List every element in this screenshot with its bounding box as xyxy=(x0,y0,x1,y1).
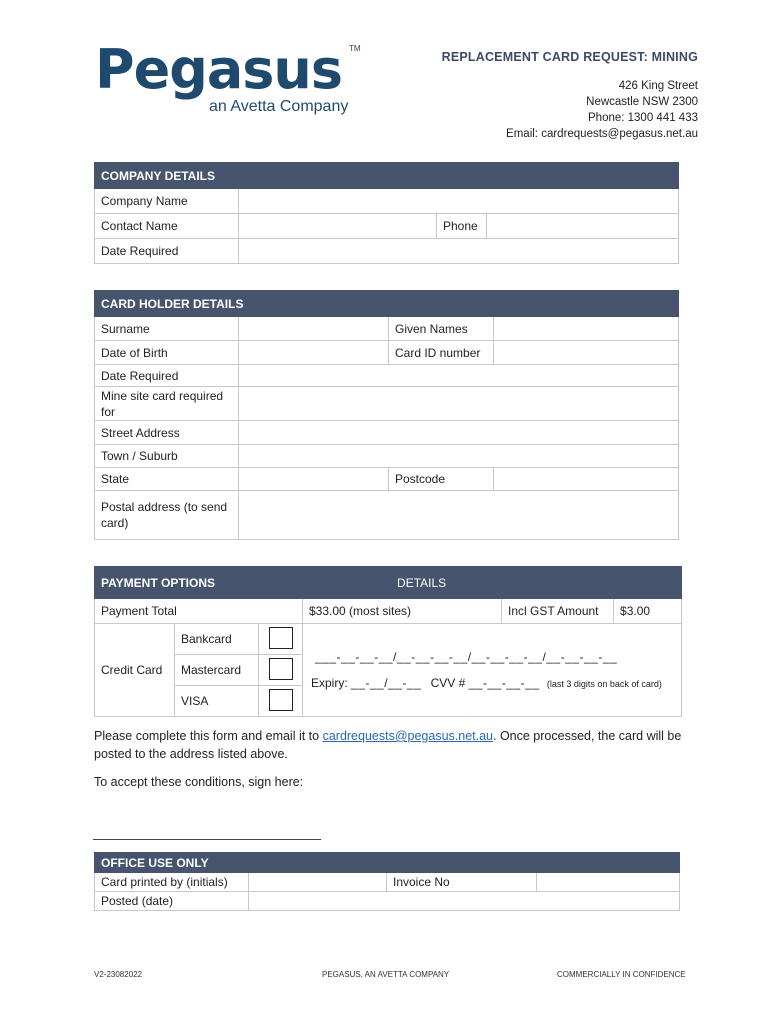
form-title: REPLACEMENT CARD REQUEST: MINING xyxy=(441,50,698,64)
state-field[interactable] xyxy=(239,468,389,491)
gst-amount-value: $3.00 xyxy=(620,604,651,618)
contact-name-label: Contact Name xyxy=(95,214,239,239)
street-address-field[interactable] xyxy=(239,421,679,445)
company-details-table xyxy=(94,162,679,264)
posted-date-label: Posted (date) xyxy=(95,892,249,911)
office-use-header: OFFICE USE ONLY xyxy=(95,853,680,873)
address-line-1: 426 King Street xyxy=(618,80,698,92)
date-required-field[interactable] xyxy=(239,239,679,264)
payment-details-header: DETAILS xyxy=(387,567,682,599)
bankcard-label: Bankcard xyxy=(175,624,259,655)
dob-field[interactable] xyxy=(239,341,389,365)
payment-options-header: PAYMENT OPTIONS xyxy=(95,567,387,599)
office-use-table xyxy=(94,852,680,911)
logo-wordmark: Pegasus xyxy=(95,38,343,101)
card-id-label: Card ID number xyxy=(389,341,494,365)
phone-field[interactable] xyxy=(487,214,679,239)
footer-version: V2-23082022 xyxy=(94,970,143,979)
company-name-label: Company Name xyxy=(95,189,239,214)
instructions-before: Please complete this form and email it to xyxy=(94,729,323,743)
instructions-after: . Once processed, the card will be posted to the address listed above. xyxy=(94,729,682,761)
dob-label: Date of Birth xyxy=(95,341,239,365)
surname-label: Surname xyxy=(95,317,239,341)
address-line-2: Newcastle NSW 2300 xyxy=(586,96,698,108)
cvv-field[interactable]: __-__-__-__ xyxy=(468,676,540,690)
visa-label: VISA xyxy=(175,686,259,717)
form-header xyxy=(442,50,698,142)
town-suburb-field[interactable] xyxy=(239,445,679,468)
card-printed-label: Card printed by (initials) xyxy=(95,873,249,892)
state-label: State xyxy=(95,468,239,491)
given-names-label: Given Names xyxy=(389,317,494,341)
expiry-field[interactable]: __-__/__-__ xyxy=(351,676,422,690)
phone-label: Phone xyxy=(437,214,487,239)
card-printed-field[interactable] xyxy=(249,873,387,892)
footer-company: PEGASUS, AN AVETTA COMPANY xyxy=(322,970,450,979)
postal-address-field[interactable] xyxy=(239,491,679,540)
card-holder-header: CARD HOLDER DETAILS xyxy=(95,291,679,317)
company-details-header: COMPANY DETAILS xyxy=(95,163,679,189)
cvv-note: (last 3 digits on back of card) xyxy=(546,679,662,689)
card-id-field[interactable] xyxy=(494,341,679,365)
mastercard-label: Mastercard xyxy=(175,655,259,686)
cvv-label: CVV # xyxy=(430,676,466,690)
email-link[interactable]: cardrequests@pegasus.net.au xyxy=(322,729,494,743)
visa-checkbox[interactable] xyxy=(269,689,293,711)
holder-date-required-field[interactable] xyxy=(239,365,679,387)
card-number-field[interactable]: ___-__-__-__/__-__-__-__/__-__-__-__/__-__-__-__ xyxy=(315,650,618,664)
gst-amount-label: Incl GST Amount xyxy=(502,599,614,623)
contact-phone: Phone: 1300 441 433 xyxy=(588,112,698,124)
invoice-no-field[interactable] xyxy=(537,873,680,892)
postcode-field[interactable] xyxy=(494,468,679,491)
pegasus-logo xyxy=(95,38,385,122)
accept-conditions-text: To accept these conditions, sign here: xyxy=(94,775,304,789)
logo-trademark: TM xyxy=(349,44,361,53)
payment-total-value: $33.00 (most sites) xyxy=(303,599,502,624)
town-suburb-label: Town / Suburb xyxy=(95,445,239,468)
posted-date-field[interactable] xyxy=(249,892,680,911)
mastercard-checkbox[interactable] xyxy=(269,658,293,680)
given-names-field[interactable] xyxy=(494,317,679,341)
contact-email: Email: cardrequests@pegasus.net.au xyxy=(506,128,698,140)
mine-site-label: Mine site card required for xyxy=(95,387,239,421)
signature-line[interactable] xyxy=(93,828,321,840)
surname-field[interactable] xyxy=(239,317,389,341)
postcode-label: Postcode xyxy=(389,468,494,491)
payment-total-label: Payment Total xyxy=(95,599,303,624)
street-address-label: Street Address xyxy=(95,421,239,445)
company-name-field[interactable] xyxy=(239,189,679,214)
footer-confidential: COMMERCIALLY IN CONFIDENCE xyxy=(557,970,686,979)
mine-site-field[interactable] xyxy=(239,387,679,421)
expiry-label: Expiry: xyxy=(311,676,348,690)
contact-name-field[interactable] xyxy=(239,214,437,239)
payment-options-table xyxy=(94,566,682,717)
logo-tagline: an Avetta Company xyxy=(209,98,349,115)
credit-card-label: Credit Card xyxy=(95,624,175,717)
date-required-label: Date Required xyxy=(95,239,239,264)
bankcard-checkbox[interactable] xyxy=(269,627,293,649)
instructions-text xyxy=(94,727,684,763)
invoice-no-label: Invoice No xyxy=(387,873,537,892)
holder-date-required-label: Date Required xyxy=(95,365,239,387)
postal-address-label: Postal address (to send card) xyxy=(95,491,239,540)
card-holder-table xyxy=(94,290,679,540)
